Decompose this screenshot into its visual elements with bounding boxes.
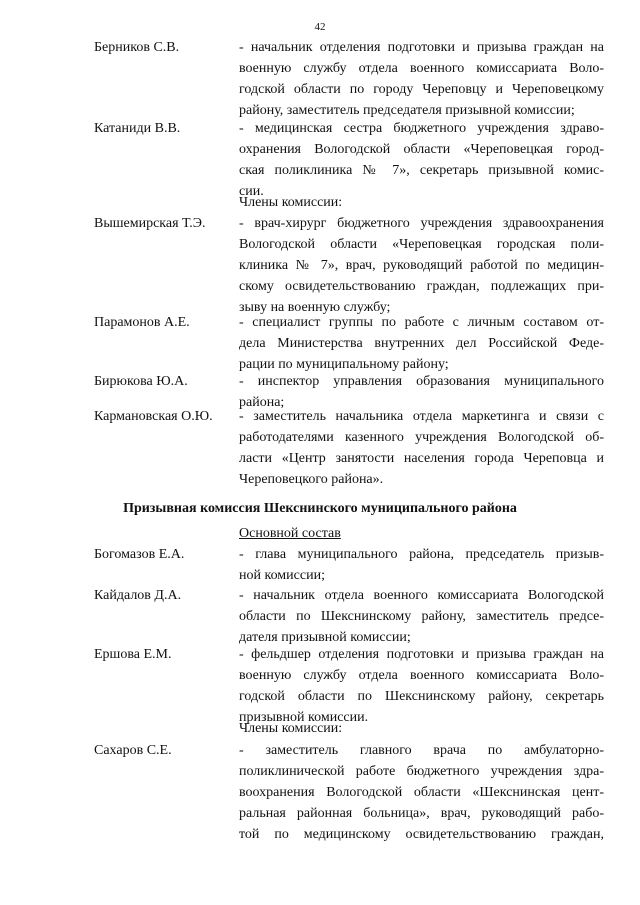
role-line: зыву на военную службу; (239, 300, 391, 315)
role-line: военную службу отдела военного комиссариата Воло- (239, 61, 604, 76)
person-name: Бирюкова Ю.А. (94, 374, 188, 389)
main-composition-label: Основной состав (239, 526, 341, 541)
role-line: поликлинической работе бюджетного учреждения здра- (239, 764, 604, 779)
role-line: - фельдшер отделения подготовки и призыва граждан на (239, 647, 604, 662)
role-line: - инспектор управления образования муниципального (239, 374, 604, 389)
person-role (239, 644, 604, 728)
role-line: ной комиссии; (239, 568, 325, 583)
person-role (239, 406, 604, 490)
members-label: Члены комиссии: (239, 721, 343, 736)
role-line: военную службу отдела военного комиссариата Воло- (239, 668, 604, 683)
role-line: - начальник отделения подготовки и призыва граждан на (239, 40, 604, 55)
person-name: Берников С.В. (94, 40, 180, 55)
role-line: - заместитель начальника отдела маркетинга и связи с (239, 409, 604, 424)
role-line: призывной комиссии. (239, 710, 369, 725)
role-line: Череповецкого района». (239, 472, 384, 487)
person-name: Катаниди В.В. (94, 121, 181, 136)
role-line: годской области по Шекснинскому району, секретарь (239, 689, 604, 704)
person-name: Сахаров С.Е. (94, 743, 172, 758)
role-line: охранения Вологодской области «Череповецкая город- (239, 142, 604, 157)
role-line: - начальник отдела военного комиссариата Вологодской (239, 588, 604, 603)
person-role (239, 585, 604, 648)
role-line: Вологодской области «Череповецкая городская поли- (239, 237, 604, 252)
role-line: сии. (239, 184, 264, 199)
person-name: Вышемирская Т.Э. (94, 216, 206, 231)
role-line: ласти «Центр занятости населения города Череповца и (239, 451, 604, 466)
person-role (239, 213, 604, 318)
role-line: - глава муниципального района, председатель призыв- (239, 547, 604, 562)
person-role (239, 37, 604, 121)
role-line: дела Министерства внутренних дел Российской Феде- (239, 336, 604, 351)
role-line: рации по муниципальному району; (239, 357, 449, 372)
role-line: скому освидетельствованию граждан, подлежащих при- (239, 279, 604, 294)
role-line: клиника № 7», врач, руководящий работой по медицин- (239, 258, 604, 273)
role-line: - заместитель главного врача по амбулаторно- (239, 743, 604, 758)
role-line: - врач-хирург бюджетного учреждения здравоохранения (239, 216, 604, 231)
role-line: ская поликлиника № 7», секретарь призывной комис- (239, 163, 604, 178)
role-line: - специалист группы по работе с личным составом от- (239, 315, 604, 330)
page-number: 42 (314, 21, 326, 33)
person-name: Богомазов Е.А. (94, 547, 185, 562)
section-title: Призывная комиссия Шекснинского муниципального района (123, 501, 517, 516)
role-line: дателя призывной комиссии; (239, 630, 411, 645)
role-line: работодателями казенного учреждения Вологодской об- (239, 430, 604, 445)
role-line: - медицинская сестра бюджетного учреждения здраво- (239, 121, 604, 136)
role-line: ральная районная больница», врач, руководящий рабо- (239, 806, 604, 821)
person-name: Ершова Е.М. (94, 647, 172, 662)
role-line: воохранения Вологодской области «Шекснинская цент- (239, 785, 604, 800)
person-name: Кармановская О.Ю. (94, 409, 213, 424)
role-line: району, заместитель председателя призывной комиссии; (239, 103, 575, 118)
person-name: Парамонов А.Е. (94, 315, 190, 330)
person-role (239, 544, 604, 586)
person-role (239, 740, 604, 845)
members-label: Члены комиссии: (239, 195, 343, 210)
role-line: области по Шекснинскому району, заместитель предсе- (239, 609, 604, 624)
person-role (239, 312, 604, 375)
role-line: той по медицинскому освидетельствованию граждан, (239, 827, 604, 842)
role-line: годской области по городу Череповцу и Череповецкому (239, 82, 604, 97)
role-line: района; (239, 395, 285, 410)
person-role (239, 118, 604, 202)
person-name: Кайдалов Д.А. (94, 588, 182, 603)
